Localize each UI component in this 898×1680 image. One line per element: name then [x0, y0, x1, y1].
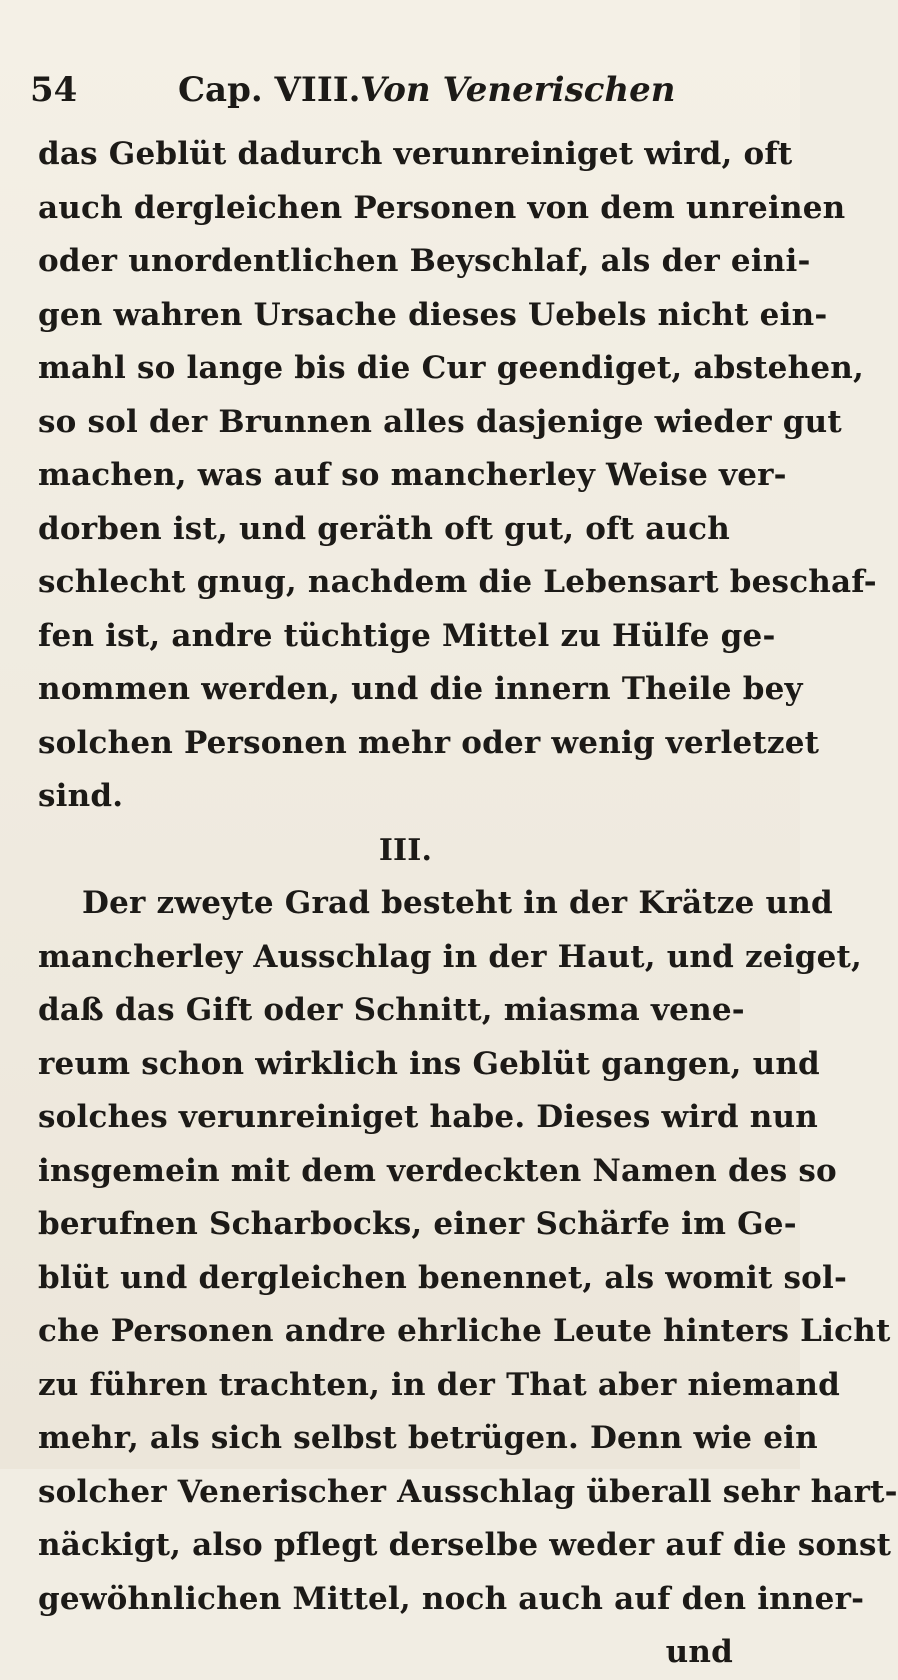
text-line: dorben ist, und geräth oft gut, oft auch	[38, 510, 730, 547]
text-line: solcher Venerischer Ausschlag überall sehr hart-	[38, 1473, 898, 1510]
page-number: 54	[30, 70, 78, 110]
text-line: auch dergleichen Personen von dem unreinen	[38, 189, 846, 226]
section-number: III.	[378, 832, 433, 868]
chapter-label: Cap. VIII.	[178, 70, 361, 110]
text-line: sind.	[38, 778, 124, 814]
text-line: solchen Personen mehr oder wenig verletzet	[38, 724, 820, 761]
text-line: schlecht gnug, nachdem die Lebensart beschaf-	[38, 564, 877, 600]
text-line: berufnen Scharbocks, einer Schärfe im Ge-	[38, 1206, 797, 1242]
text-line: reum schon wirklich ins Geblüt gangen, und	[38, 1045, 820, 1082]
text-line: das Geblüt dadurch verunreiniget wird, oft	[38, 136, 793, 172]
catchword: und	[665, 1634, 733, 1670]
text-line: mehr, als sich selbst betrügen. Denn wie ein	[38, 1420, 818, 1456]
text-line: näckigt, also pflegt derselbe weder auf die sonst	[38, 1527, 892, 1563]
body-text	[38, 128, 898, 1680]
text-line: machen, was auf so mancherley Weise ver-	[38, 457, 787, 493]
text-line: mahl so lange bis die Cur geendiget, abstehen,	[38, 350, 864, 386]
text-line: Der zweyte Grad besteht in der Krätze und	[82, 885, 833, 921]
text-line: gewöhnlichen Mittel, noch auch auf den inner-	[38, 1580, 865, 1617]
text-line: solches verunreiniget habe. Dieses wird nun	[38, 1099, 818, 1135]
text-line: nommen werden, und die innern Theile bey	[38, 671, 803, 707]
text-line: so sol der Brunnen alles dasjenige wieder gut	[38, 403, 842, 440]
text-line: mancherley Ausschlag in der Haut, und zeiget,	[38, 938, 863, 975]
text-line: blüt und dergleichen benennet, als womit sol-	[38, 1259, 848, 1296]
text-line: oder unordentlichen Beyschlaf, als der eini-	[38, 243, 811, 279]
text-line: daß das Gift oder Schnitt, miasma vene-	[38, 992, 745, 1028]
text-line: che Personen andre ehrliche Leute hinters Licht	[38, 1313, 891, 1349]
text-line: gen wahren Ursache dieses Uebels nicht ein-	[38, 296, 828, 333]
text-line: fen ist, andre tüchtige Mittel zu Hülfe ge-	[38, 617, 776, 654]
text-line: zu führen trachten, in der That aber niemand	[38, 1366, 841, 1403]
text-line: insgemein mit dem verdeckten Namen des so	[38, 1152, 837, 1189]
running-header	[30, 70, 770, 122]
running-title: Von Venerischen	[360, 70, 676, 110]
